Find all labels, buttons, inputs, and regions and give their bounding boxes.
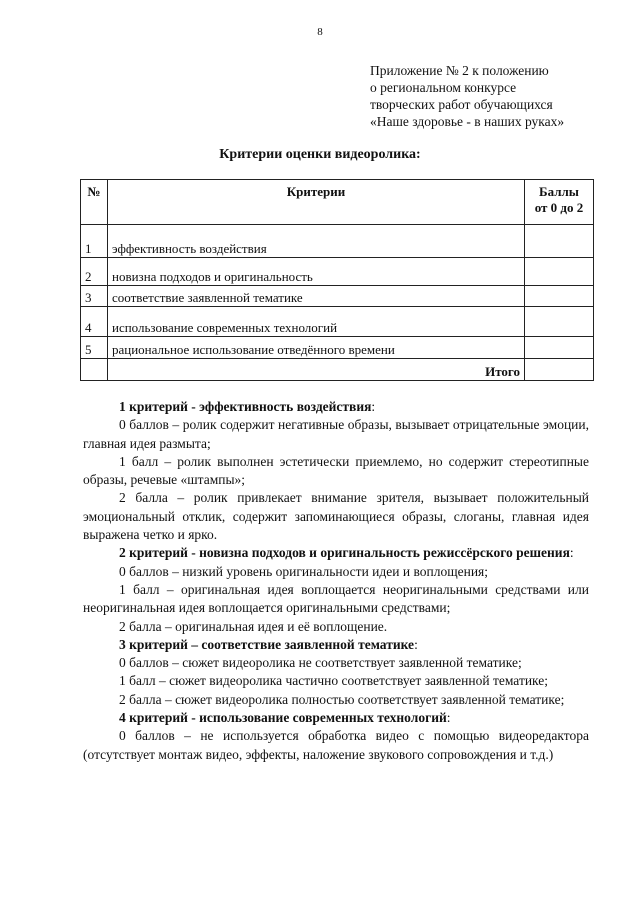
appendix-line: Приложение № 2 к положению	[370, 63, 549, 78]
row-number: 3	[81, 286, 108, 307]
row-number: 5	[81, 337, 108, 359]
appendix-line: «Наше здоровье - в наших руках»	[370, 114, 565, 129]
table-row	[81, 286, 594, 307]
score-description: 0 баллов – ролик содержит негативные образы, вызывает отрицательные эмоции, главная идея размыта;	[83, 417, 589, 451]
page-title: Критерии оценки видеоролика:	[219, 147, 421, 162]
score-description: 2 балла – ролик привлекает внимание зрителя, вызывает положительный эмоциональный отклик, содержит запоминающиеся образы, слоганы, главная идея выражена четко и ярко.	[83, 490, 589, 543]
score-description: 0 баллов – низкий уровень оригинальности идеи и воплощения;	[119, 563, 489, 579]
row-points-cell	[525, 225, 594, 258]
section-heading: 4 критерий - использование современных технологий:	[119, 710, 451, 726]
section-heading: 3 критерий – соответствие заявленной тематике:	[119, 636, 418, 652]
table-row	[81, 258, 594, 286]
score-description: 2 балла – оригинальная идея и её воплощение.	[119, 618, 388, 634]
score-description: 1 балл – сюжет видеоролика частично соответствует заявленной тематике;	[119, 673, 549, 689]
row-criterion: соответствие заявленной тематике	[108, 286, 525, 307]
header-points	[525, 180, 594, 225]
header-number: №	[81, 180, 108, 225]
header-points-line: от 0 до 2	[534, 200, 584, 215]
table-header-row	[81, 180, 594, 225]
row-criterion: новизна подходов и оригинальность	[108, 258, 525, 286]
row-criterion: использование современных технологий	[108, 307, 525, 337]
row-points-cell	[525, 337, 594, 359]
appendix-line: о региональном конкурсе	[370, 80, 517, 95]
score-description: 1 балл – оригинальная идея воплощается неоригинальными средствами или неоригинальная идея воплощается оригинальными средствами;	[83, 581, 589, 616]
page-number: 8	[317, 26, 323, 38]
score-description: 0 баллов – не используется обработка видео с помощью видеоредактора (отсутствует монтаж видео, эффекты, наложение звукового сопровождения и т.д.)	[83, 728, 589, 762]
appendix-line: творческих работ обучающихся	[370, 97, 553, 112]
row-criterion: эффективность воздействия	[108, 225, 525, 258]
table-row	[81, 225, 594, 258]
table-row	[81, 307, 594, 337]
score-description: 2 балла – сюжет видеоролика полностью соответствует заявленной тематике;	[119, 691, 565, 707]
table-row	[81, 337, 594, 359]
table-total-row	[81, 359, 594, 381]
section-heading: 2 критерий - новизна подходов и оригинальность режиссёрского решения:	[119, 545, 574, 561]
row-points-cell	[525, 307, 594, 337]
appendix-note	[370, 62, 564, 130]
score-description: 1 балл – ролик выполнен эстетически приемлемо, но содержит стереотипные образы, речевые «штампы»;	[83, 453, 589, 488]
row-points-cell	[525, 258, 594, 286]
row-number: 4	[81, 307, 108, 337]
row-points-cell	[525, 286, 594, 307]
header-points-line: Баллы	[539, 184, 579, 199]
header-criteria: Критерии	[108, 180, 525, 225]
row-number: 2	[81, 258, 108, 286]
row-number: 1	[81, 225, 108, 258]
criteria-description	[83, 398, 589, 764]
score-description: 0 баллов – сюжет видеоролика не соответствует заявленной тематике;	[119, 655, 522, 671]
criteria-table	[80, 179, 594, 381]
total-label: Итого	[108, 359, 525, 381]
total-points-cell	[525, 359, 594, 381]
row-criterion: рациональное использование отведённого времени	[108, 337, 525, 359]
total-empty-cell	[81, 359, 108, 381]
section-heading: 1 критерий - эффективность воздействия:	[119, 399, 376, 414]
